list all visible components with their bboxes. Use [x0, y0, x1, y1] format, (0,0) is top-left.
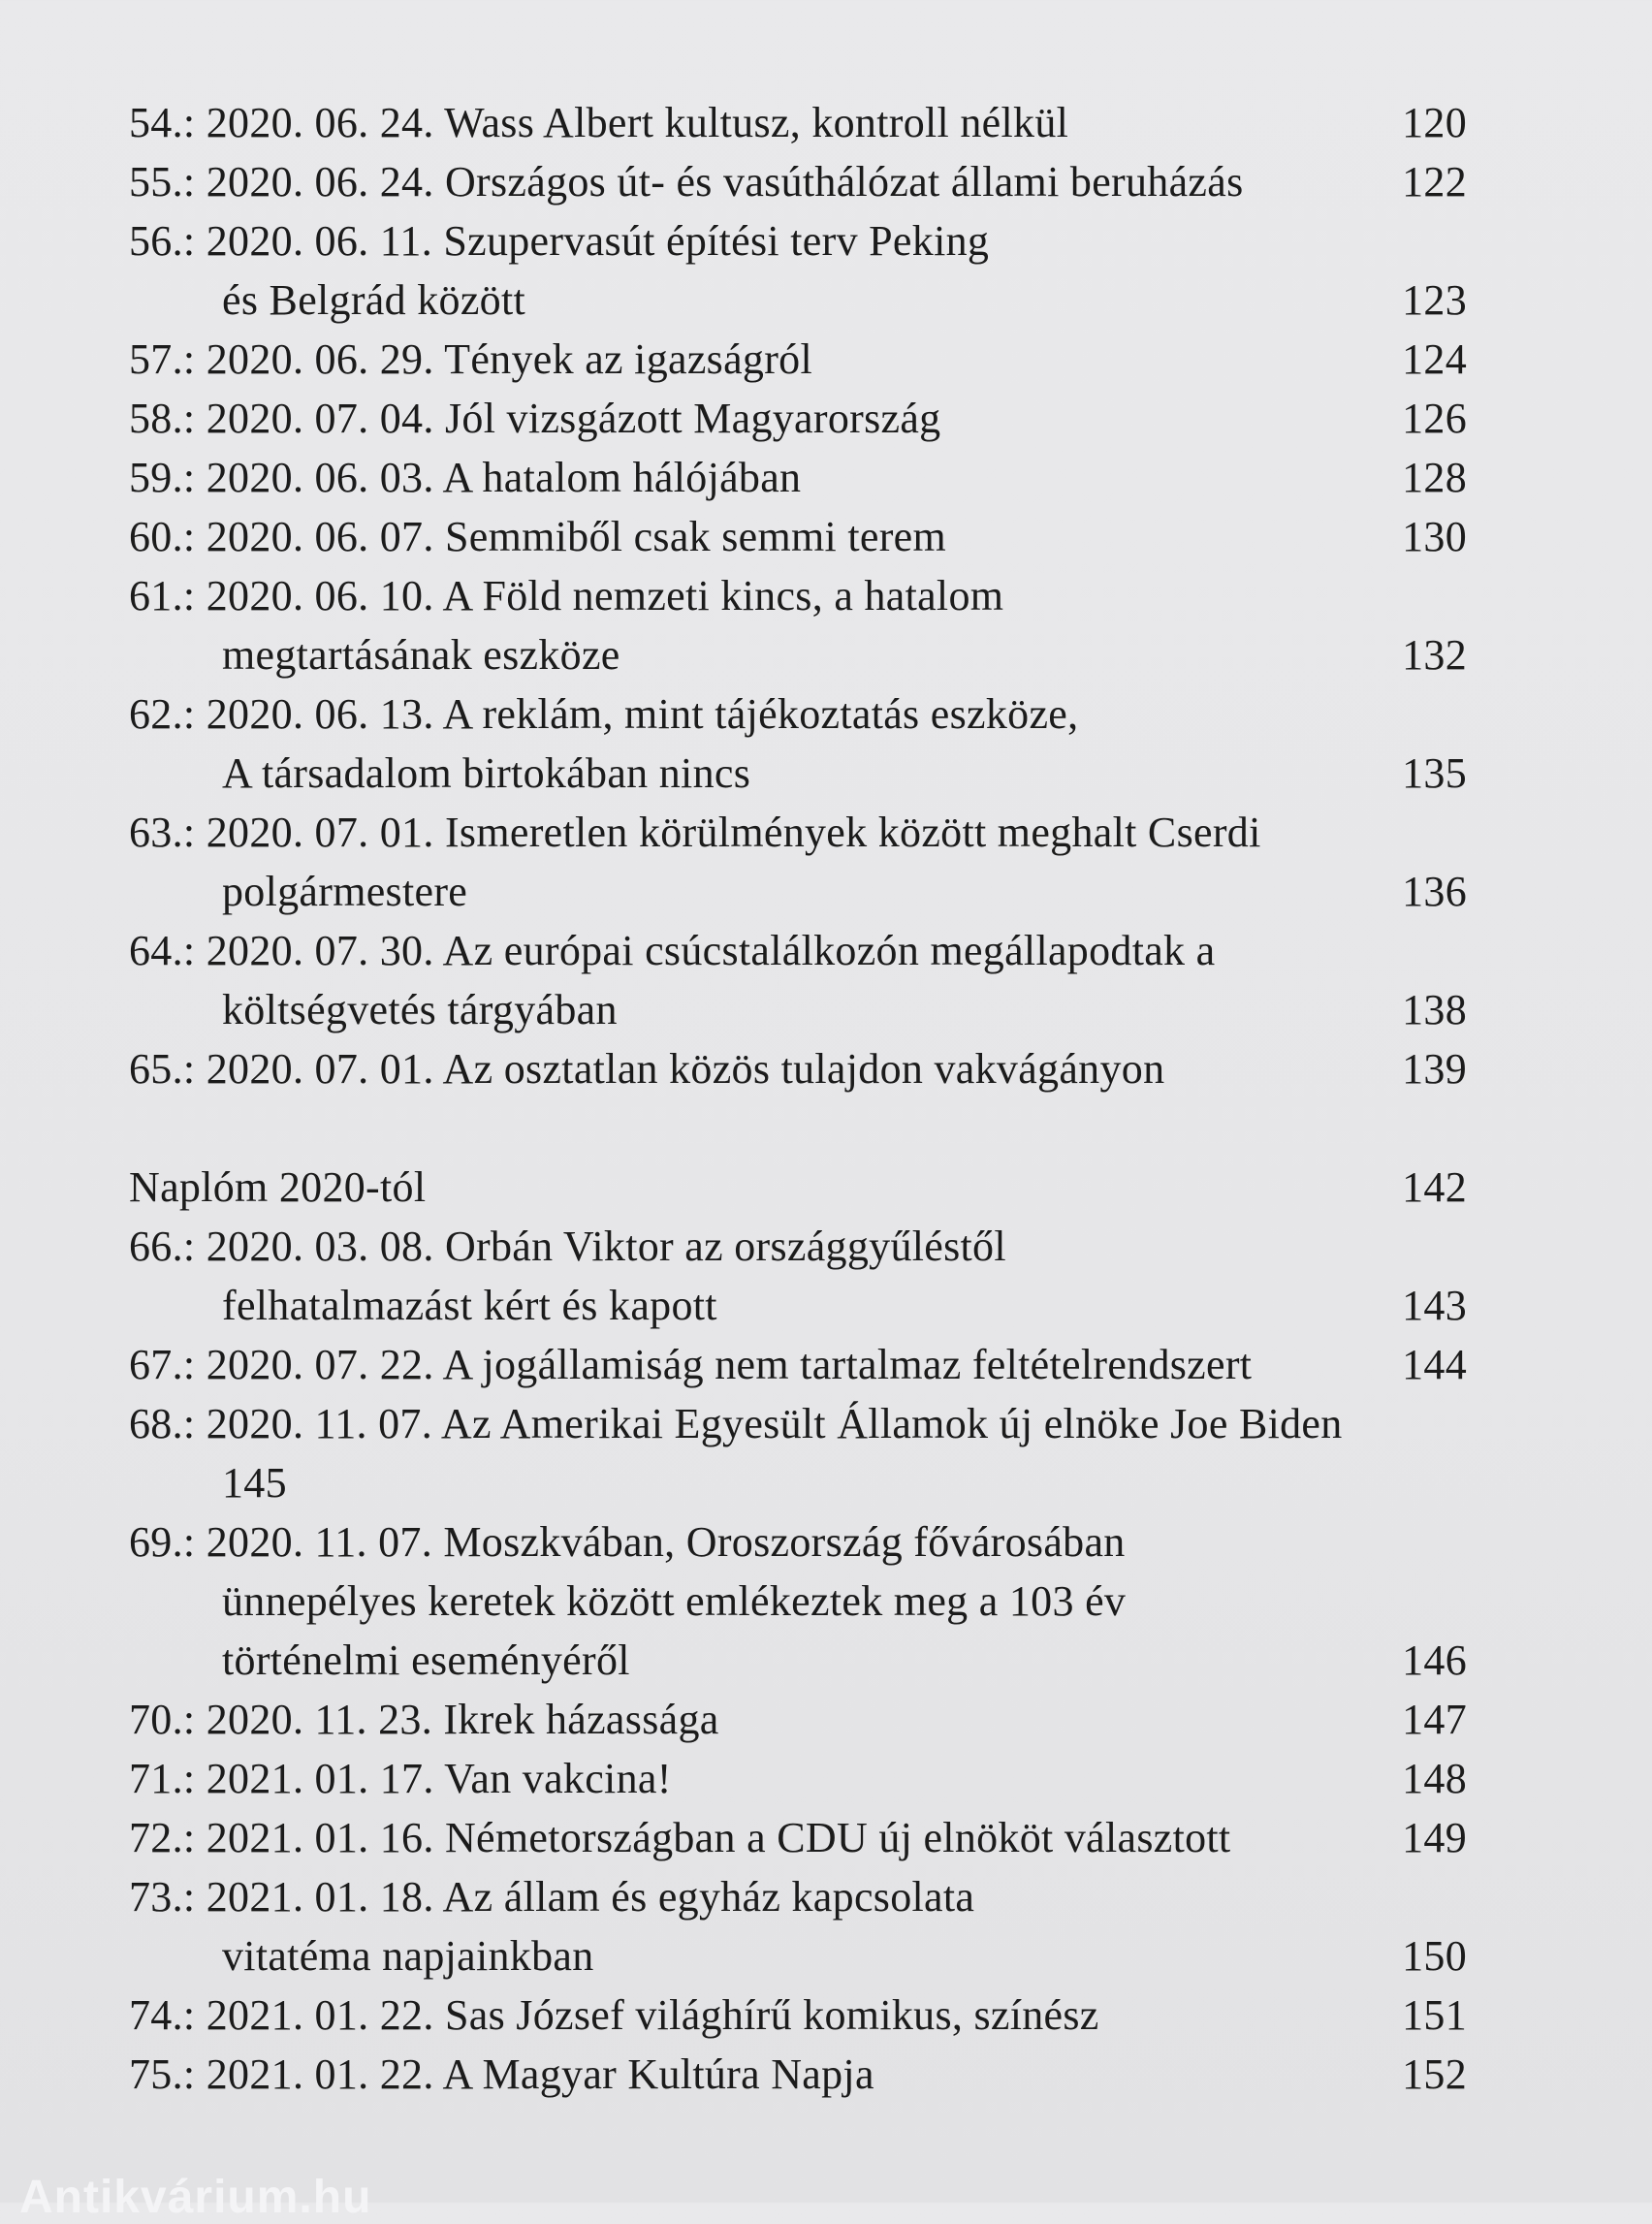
page-number: 132 — [1402, 631, 1467, 679]
toc-line — [129, 211, 1467, 270]
entry-date: 2020. 07. 04. — [206, 395, 434, 442]
entry-title: Szupervasút építési terv Peking — [443, 217, 990, 265]
toc-line — [129, 1808, 1467, 1867]
entry-date: 2020. 11. 07. — [206, 1400, 433, 1447]
page-number: 144 — [1402, 1341, 1467, 1388]
entry-number: 72.: — [129, 1814, 196, 1861]
toc-entry — [129, 1512, 1467, 1690]
page-number: 150 — [1402, 1932, 1467, 1980]
toc-heading-row — [129, 1158, 1467, 1217]
entry-number: 64.: — [129, 927, 196, 974]
entry-date: 2021. 01. 17. — [206, 1755, 434, 1802]
toc-entry — [129, 1394, 1467, 1512]
entry-title-continued: polgármestere — [222, 868, 468, 915]
toc-line — [129, 744, 1467, 803]
page-number: 149 — [1402, 1814, 1467, 1861]
page-number: 128 — [1402, 454, 1467, 501]
entry-number: 58.: — [129, 395, 196, 442]
toc-line — [129, 1394, 1467, 1453]
entry-title: Moszkvában, Oroszország fővárosában — [443, 1518, 1126, 1566]
entry-title: Semmiből csak semmi terem — [444, 513, 947, 560]
page-number: 122 — [1402, 158, 1467, 206]
toc-line — [129, 330, 1467, 389]
page-number: 143 — [1402, 1282, 1467, 1329]
section-heading: Naplóm 2020-tól — [129, 1163, 427, 1211]
entry-number: 62.: — [129, 690, 196, 738]
toc-line — [129, 684, 1467, 744]
page-number: 151 — [1402, 1991, 1467, 2039]
entry-date: 2020. 06. 24. — [206, 158, 434, 206]
entry-date: 2020. 06. 24. — [206, 99, 434, 146]
entry-title: Az osztatlan közös tulajdon vakvágányon — [442, 1045, 1165, 1093]
entry-date: 2020. 03. 08. — [206, 1223, 434, 1270]
page-number: 147 — [1402, 1696, 1467, 1743]
toc-line — [129, 93, 1467, 152]
page-number: 136 — [1402, 868, 1467, 915]
page-number: 148 — [1402, 1755, 1467, 1802]
entry-title: A Föld nemzeti kincs, a hatalom — [442, 572, 1004, 620]
toc-entry — [129, 1039, 1467, 1098]
toc-line — [129, 152, 1467, 211]
toc-line — [129, 1867, 1467, 1926]
toc-line — [129, 1453, 1467, 1512]
toc-line — [129, 1986, 1467, 2045]
entry-date: 2020. 11. 07. — [206, 1518, 433, 1566]
page-number: 126 — [1402, 395, 1467, 442]
entry-title: Németországban a CDU új elnököt választott — [444, 1814, 1231, 1861]
entry-date: 2020. 07. 01. — [206, 1045, 434, 1093]
entry-title: A hatalom hálójában — [442, 454, 802, 501]
toc-line — [129, 625, 1467, 684]
toc-line — [129, 507, 1467, 566]
toc-entry — [129, 93, 1467, 152]
toc-entry — [129, 1867, 1467, 1986]
entry-date: 2021. 01. 18. — [206, 1873, 434, 1921]
entry-title-continued: vitatéma napjainkban — [222, 1932, 594, 1980]
entry-title: Ismeretlen körülmények között meghalt Cserdi — [444, 809, 1261, 856]
entry-title: Jól vizsgázott Magyarország — [444, 395, 941, 442]
toc-entry — [129, 1335, 1467, 1394]
toc-entry — [129, 507, 1467, 566]
entry-title: A Magyar Kultúra Napja — [442, 2050, 874, 2098]
page-number: 152 — [1402, 2050, 1467, 2098]
entry-number: 56.: — [129, 217, 196, 265]
page-number: 130 — [1402, 513, 1467, 560]
entry-title: Sas József világhírű komikus, színész — [444, 1991, 1099, 2039]
entry-date: 2021. 01. 16. — [206, 1814, 434, 1861]
entry-date: 2020. 06. 03. — [206, 454, 434, 501]
page-number: 123 — [1402, 276, 1467, 324]
page-number: 142 — [1402, 1163, 1467, 1211]
toc-line — [129, 803, 1467, 862]
toc-line — [129, 1217, 1467, 1276]
toc-line — [129, 862, 1467, 921]
entry-number: 73.: — [129, 1873, 196, 1921]
toc-entry — [129, 684, 1467, 803]
entry-number: 71.: — [129, 1755, 196, 1802]
entry-date: 2020. 07. 01. — [206, 809, 434, 856]
toc-line — [129, 1335, 1467, 1394]
toc-line — [129, 921, 1467, 980]
entry-date: 2020. 06. 29. — [206, 335, 434, 383]
toc-line — [129, 980, 1467, 1039]
table-of-contents — [129, 93, 1467, 2104]
entry-title: Az európai csúcstalálkozón megállapodtak a — [442, 927, 1216, 974]
entry-number: 74.: — [129, 1991, 196, 2039]
toc-entry — [129, 566, 1467, 684]
entry-title-continued: történelmi eseményéről — [222, 1636, 630, 1684]
toc-entry — [129, 389, 1467, 448]
entry-title: Az Amerikai Egyesült Államok új elnöke Joe Biden — [440, 1400, 1343, 1447]
entry-title: Orbán Viktor az országgyűléstől — [444, 1223, 1006, 1270]
entry-date: 2020. 06. 13. — [206, 690, 434, 738]
page-number: 120 — [1402, 99, 1467, 146]
page-number: 135 — [1402, 749, 1467, 797]
toc-line — [129, 1690, 1467, 1749]
toc-line — [129, 1926, 1467, 1986]
entry-title: Országos út- és vasúthálózat állami beruházás — [444, 158, 1244, 206]
toc-entry — [129, 1690, 1467, 1749]
page-number: 139 — [1402, 1045, 1467, 1093]
entry-date: 2020. 06. 10. — [206, 572, 434, 620]
page-number: 146 — [1402, 1636, 1467, 1684]
toc-line — [129, 1039, 1467, 1098]
page-number: 138 — [1402, 986, 1467, 1033]
entry-number: 65.: — [129, 1045, 196, 1093]
entry-date: 2020. 07. 30. — [206, 927, 434, 974]
entry-title-continued: A társadalom birtokában nincs — [222, 749, 751, 797]
toc-entry — [129, 1808, 1467, 1867]
entry-number: 70.: — [129, 1696, 196, 1743]
toc-entry — [129, 1749, 1467, 1808]
entry-date: 2020. 06. 11. — [206, 217, 433, 265]
spacer — [129, 1098, 1467, 1158]
toc-line — [129, 270, 1467, 330]
toc-entry — [129, 448, 1467, 507]
toc-entry — [129, 2045, 1467, 2104]
toc-line — [129, 1572, 1467, 1631]
page-number: 145 — [222, 1459, 287, 1507]
watermark: Antikvárium.hu — [19, 2172, 372, 2223]
entry-date: 2021. 01. 22. — [206, 1991, 434, 2039]
toc-entry — [129, 1986, 1467, 2045]
entry-number: 67.: — [129, 1341, 196, 1388]
entry-title: Az állam és egyház kapcsolata — [442, 1873, 975, 1921]
toc-entry — [129, 1217, 1467, 1335]
entry-title: Wass Albert kultusz, kontroll nélkül — [444, 99, 1069, 146]
entry-title-continued: költségvetés tárgyában — [222, 986, 618, 1033]
entry-number: 55.: — [129, 158, 196, 206]
entry-title: A jogállamiság nem tartalmaz feltételrendszert — [442, 1341, 1253, 1388]
entry-number: 54.: — [129, 99, 196, 146]
toc-line — [129, 1276, 1467, 1335]
toc-entry — [129, 152, 1467, 211]
toc-line — [129, 566, 1467, 625]
toc-line — [129, 1749, 1467, 1808]
toc-line — [129, 1631, 1467, 1690]
entry-date: 2020. 11. 23. — [206, 1696, 433, 1743]
entry-date: 2020. 06. 07. — [206, 513, 434, 560]
entry-number: 75.: — [129, 2050, 196, 2098]
toc-entry — [129, 211, 1467, 330]
toc-line — [129, 448, 1467, 507]
toc-line — [129, 1512, 1467, 1572]
entry-title-continued: és Belgrád között — [222, 276, 526, 324]
entry-date: 2021. 01. 22. — [206, 2050, 434, 2098]
entry-number: 61.: — [129, 572, 196, 620]
entry-title: Van vakcina! — [444, 1755, 672, 1802]
entry-title-continued: felhatalmazást kért és kapott — [222, 1282, 717, 1329]
toc-entry — [129, 921, 1467, 1039]
entry-title: Tények az igazságról — [444, 335, 812, 383]
entry-number: 59.: — [129, 454, 196, 501]
entry-title-continued: megtartásának eszköze — [222, 631, 620, 679]
page-number: 124 — [1402, 335, 1467, 383]
entry-number: 69.: — [129, 1518, 196, 1566]
entry-number: 60.: — [129, 513, 196, 560]
entry-number: 63.: — [129, 809, 196, 856]
entry-number: 68.: — [129, 1400, 196, 1447]
entry-title-continued: ünnepélyes keretek között emlékeztek meg a 103 év — [222, 1577, 1127, 1625]
toc-line — [129, 389, 1467, 448]
toc-entry — [129, 1158, 1467, 1217]
toc-entry — [129, 803, 1467, 921]
entry-title: A reklám, mint tájékoztatás eszköze, — [442, 690, 1079, 738]
toc-entry — [129, 330, 1467, 389]
entry-number: 57.: — [129, 335, 196, 383]
entry-number: 66.: — [129, 1223, 196, 1270]
toc-line — [129, 2045, 1467, 2104]
entry-date: 2020. 07. 22. — [206, 1341, 434, 1388]
entry-title: Ikrek házassága — [443, 1696, 719, 1743]
